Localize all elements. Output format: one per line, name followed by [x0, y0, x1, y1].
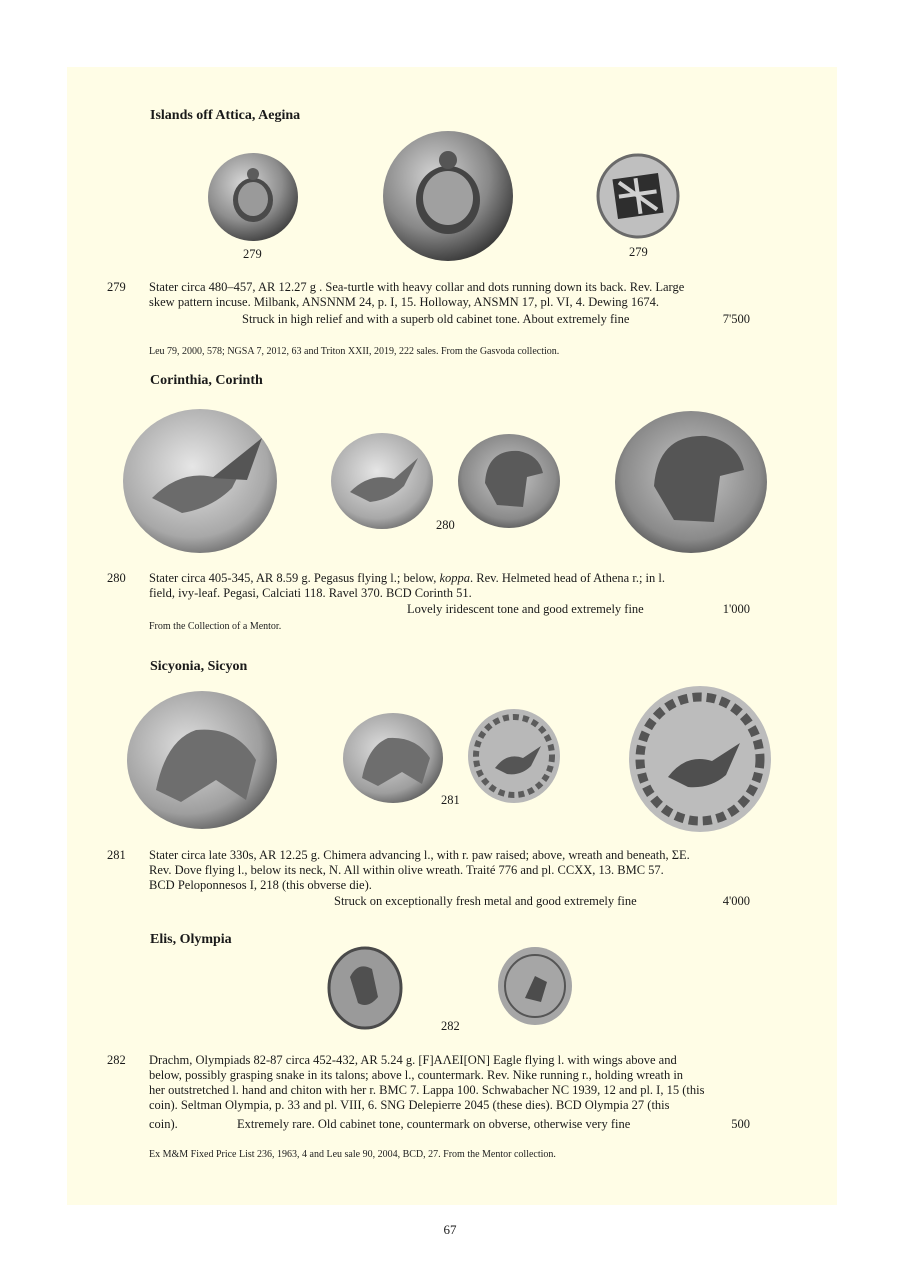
coin-image-280-reverse-large — [614, 410, 768, 554]
lot-number-282: 282 — [107, 1053, 126, 1067]
description-line: her outstretched l. hand and chiton with her r. BMC 7. Lappa 100. Schwabacher NC 1939, 12 and pl. I, 15 (this — [149, 1083, 705, 1097]
description-line: Rev. Dove flying l., below its neck, N. All within olive wreath. Traité 776 and pl. CCXX, 13. BMC 57. — [149, 863, 664, 877]
coin-image-281-obverse-small — [342, 712, 444, 804]
description-text: Stater circa 405-345, AR 8.59 g. Pegasus flying l.; below, — [149, 571, 440, 585]
description-line: Stater circa 480–457, AR 12.27 g . Sea-turtle with heavy collar and dots running down its back. Rev. Large — [149, 280, 685, 294]
description-line: coin). Seltman Olympia, p. 33 and pl. VIII, 6. SNG Delepierre 2045 (these dies). BCD Olympia 27 (this — [149, 1098, 670, 1112]
description-line: skew pattern incuse. Milbank, ANSNNM 24, p. I, 15. Holloway, ANSMN 17, pl. VI, 4. Dewing 1674. — [149, 295, 660, 309]
coin-image-279-obverse-small — [207, 152, 299, 242]
coin-image-281-reverse-large — [628, 685, 772, 833]
lot-description-282 — [149, 1053, 750, 1113]
section-heading-corinth: Corinthia, Corinth — [150, 373, 263, 388]
lot-description-279 — [149, 280, 750, 310]
coin-image-281-reverse-small — [467, 708, 561, 804]
description-line: BCD Peloponnesos I, 218 (this obverse die). — [149, 878, 372, 892]
coin-image-282-obverse — [328, 947, 402, 1029]
description-line: field, ivy-leaf. Pegasi, Calciati 118. Ravel 370. BCD Corinth 51. — [149, 586, 472, 600]
coin-image-282-reverse — [497, 946, 573, 1026]
grade-279: Struck in high relief and with a superb old cabinet tone. About extremely fine — [242, 312, 630, 326]
description-line: below, possibly grasping snake in its talons; above l., countermark. Rev. Nike running r., holding wreath in — [149, 1068, 684, 1082]
coin-image-280-obverse-large — [122, 408, 278, 554]
coin-image-280-obverse-small — [330, 432, 434, 530]
lot-number-279: 279 — [107, 280, 126, 294]
coin-label-280: 280 — [436, 518, 455, 532]
coin-label-282: 282 — [441, 1019, 460, 1033]
description-line — [149, 571, 750, 586]
provenance-note-280: From the Collection of a Mentor. — [149, 621, 282, 632]
description-italic: koppa — [439, 571, 471, 585]
description-line: Drachm, Olympiads 82-87 circa 452-432, AR 5.24 g. [F]ΑΛΕΙ[ΟΝ] Eagle flying l. with wings above and — [149, 1053, 677, 1067]
provenance-note-282: Ex M&M Fixed Price List 236, 1963, 4 and Leu sale 90, 2004, BCD, 27. From the Mentor collection. — [149, 1149, 556, 1160]
grade-282: Extremely rare. Old cabinet tone, countermark on obverse, otherwise very fine — [237, 1117, 631, 1131]
grade-281: Struck on exceptionally fresh metal and good extremely fine — [334, 894, 637, 908]
lot-description-280 — [149, 571, 750, 601]
section-heading-olympia: Elis, Olympia — [150, 932, 232, 947]
section-heading-aegina: Islands off Attica, Aegina — [150, 108, 301, 123]
lot-description-281 — [149, 848, 750, 893]
lot-number-281: 281 — [107, 848, 126, 862]
coin-label-279-b: 279 — [629, 245, 648, 259]
coin-label-279-a: 279 — [243, 247, 262, 261]
price-279: 7'500 — [722, 312, 750, 326]
coin-label-281: 281 — [441, 793, 460, 807]
price-281: 4'000 — [722, 894, 750, 908]
section-heading-sicyon: Sicyonia, Sicyon — [150, 659, 248, 674]
coin-image-279-obverse-large — [382, 130, 514, 262]
description-line: Stater circa late 330s, AR 12.25 g. Chimera advancing l., with r. paw raised; above, wreath and beneath, ΣΕ. — [149, 848, 690, 862]
price-280: 1'000 — [722, 602, 750, 616]
lot-number-280: 280 — [107, 571, 126, 585]
price-282: 500 — [731, 1117, 750, 1131]
description-text: . Rev. Helmeted head of Athena r.; in l. — [470, 571, 666, 585]
coin-image-281-obverse-large — [126, 690, 278, 830]
last-line-start-282: coin). — [149, 1117, 178, 1131]
page-number: 67 — [443, 1222, 457, 1237]
coin-image-279-reverse — [597, 154, 679, 238]
provenance-note-279: Leu 79, 2000, 578; NGSA 7, 2012, 63 and Triton XXII, 2019, 222 sales. From the Gasvoda collection. — [149, 346, 560, 357]
coin-image-280-reverse-small — [457, 433, 561, 529]
grade-280: Lovely iridescent tone and good extremely fine — [407, 602, 644, 616]
